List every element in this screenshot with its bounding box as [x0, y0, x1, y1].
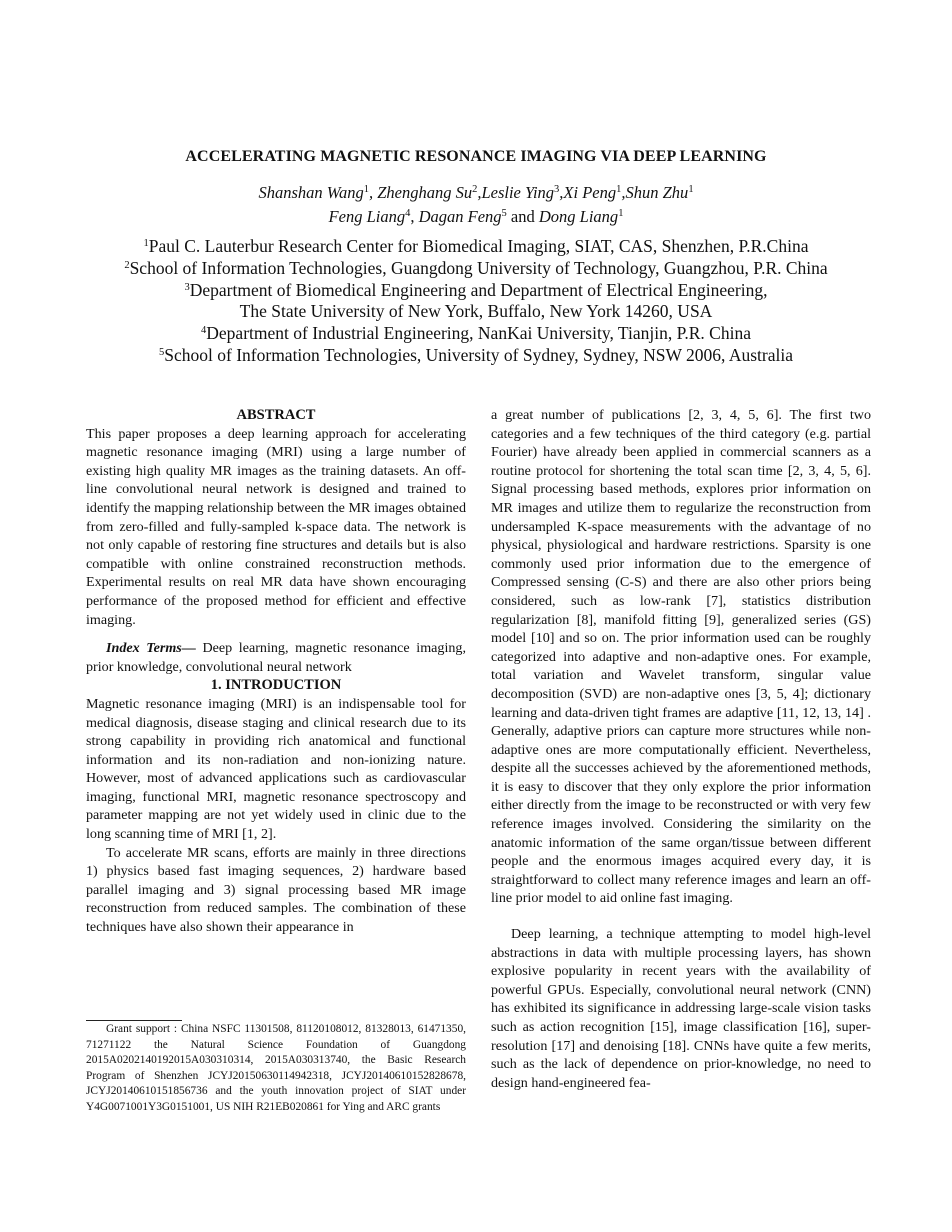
affiliation-line	[0, 345, 952, 367]
author-sep: and	[506, 207, 539, 226]
author-sep: ,	[410, 207, 419, 226]
author-name: Shun Zhu	[625, 183, 689, 202]
affiliation-text: School of Information Technologies, Guangdong University of Technology, Guangzhou, P.R. China	[129, 257, 828, 278]
affiliation-line	[0, 280, 952, 302]
intro-paragraph-1: Magnetic resonance imaging (MRI) is an indispensable tool for medical diagnosis, disease staging and clinical research due to its strong capability in providing rich anatomical and functional information and its non-radiation and non-ionizing nature. However, most of advanced applications such as cardiovascular imaging, functional MRI, magnetic resonance spectroscopy and parameter mapping are not yet widely used in clinic due to the long scanning time of MRI [1, 2].	[86, 695, 466, 843]
author-name: Zhenghang Su	[377, 183, 473, 202]
author-name: Dong Liang	[538, 207, 619, 226]
affiliation-text: Department of Industrial Engineering, NanKai University, Tianjin, P.R. China	[206, 323, 751, 344]
affiliation-sup: 4	[201, 325, 207, 337]
intro-paragraph-2: To accelerate MR scans, efforts are mainly in three directions 1) physics based fast imaging sequences, 2) hardware based parallel imaging and 3) signal processing based MR image reconstruction from reduced samples. The combination of these techniques have also shown their appearance in	[86, 844, 466, 936]
author-name: Shanshan Wang	[258, 183, 364, 202]
author-sup: 2	[472, 184, 478, 195]
author-sup: 5	[501, 208, 507, 219]
author-sep: ,	[621, 183, 626, 202]
index-terms-label: Index Terms—	[106, 640, 196, 657]
affiliation-text: School of Information Technologies, University of Sydney, Sydney, NSW 2006, Australia	[164, 344, 793, 365]
right-column	[491, 406, 871, 1092]
author-line-2	[0, 205, 952, 229]
author-sup: 4	[405, 208, 411, 219]
author-sep: ,	[368, 183, 378, 202]
author-sup: 1	[618, 208, 624, 219]
author-sep: ,	[559, 183, 564, 202]
paper-title: ACCELERATING MAGNETIC RESONANCE IMAGING VIA DEEP LEARNING	[185, 148, 767, 165]
affiliation-text: The State University of New York, Buffalo, New York 14260, USA	[239, 301, 713, 322]
affiliation-sup: 1	[143, 238, 149, 249]
affiliation-line	[0, 258, 952, 280]
intro-paragraph-3: Deep learning, a technique attempting to model high-level abstractions in data with multiple processing layers, has shown explosive popularity in recent years with the availability of powerful GPUs. Especially, convolutional neural network (CNN) has exhibited its significance in addressing large-scale vision tasks such as action recognition [15], image classification [16], super-resolution [17] and denoising [18]. CNNs have quite a few merits, such as the lack of dependence on prior-knowledge, no need to design hand-engineered fea-	[491, 926, 871, 1091]
footnote-grant: Grant support : China NSFC 11301508, 81120108012, 81328013, 61471350, 71271122 the Natural Science Foundation of Guangdong 2015A0202140192015A030310314, 2015A030313740, the Basic Research Program of Shenzhen JCYJ20150630114942318, JCYJ20140610152828678, JCYJ20140610151856736 and the youth innovation project of SIAT under Y4G0071001Y3G0151001, US NIH R21EB020861 for Ying and ARC grants	[86, 1023, 466, 1113]
author-name: Feng Liang	[328, 207, 406, 226]
author-sup: 1	[688, 184, 694, 195]
author-sup: 1	[616, 184, 622, 195]
affiliation-text: Paul C. Lauterbur Research Center for Biomedical Imaging, SIAT, CAS, Shenzhen, P.R.China	[148, 236, 809, 256]
section-heading-introduction: 1. INTRODUCTION	[210, 677, 342, 694]
author-sep: ,	[477, 183, 482, 202]
index-terms-text: Deep learning, magnetic resonance imaging, prior knowledge, convolutional neural network	[86, 640, 466, 675]
author-sup: 1	[363, 184, 369, 195]
author-name: Leslie Ying	[481, 183, 555, 202]
affiliation-text: Department of Biomedical Engineering and Department of Electrical Engineering,	[189, 279, 768, 300]
intro-paragraph-2-continued: a great number of publications [2, 3, 4, 5, 6]. The first two categories and a few techniques of the third category (e.g. partial Fourier) have already been applied in commercial scanners as a routine protocol for shortening the total scan time [2, 3, 4, 5, 6]. Signal processing based methods, explores prior information on MR images and utilize them to regularize the reconstruction from undersampled K-space measurements with the advantage of no physical, physiological and hardware restrictions. Sparsity is one commonly used prior information due to the emergence of Compressed sensing (C-S) and there are also other priors being considered, such as low-rank [7], statistics distribution regularization [8], manifold fitting [9], generalized series (GS) model [10] and so on. The prior information used can be roughly categorized into adaptive and non-adaptive ones. For example, total variation and Wavelet transform, singular value decomposition (SVD) are non-adaptive ones [3, 5, 4]; dictionary learning and data-driven tight frames are adaptive [11, 12, 13, 14] . Generally, adaptive priors can capture more structures while non-adaptive ones are more computationally efficient. Nevertheless, despite all the successes achieved by the aforementioned methods, it is easy to discover that they only explore the prior information either directly from the image to be reconstructed or with very few reference images involved. Considering the similarity on the anatomic information of the same organ/tissue between different people and the enormous images acquired every day, it is straightforward to collect many reference images and learn an off-line prior model to aid online fast imaging.	[491, 407, 871, 907]
abstract-text: This paper proposes a deep learning approach for accelerating magnetic resonance imaging (MRI) using a large number of existing high quality MR images as the training datasets. An off-line convolutional neural network is designed and trained to identify the mapping relationship between the MR images obtained from zero-filled and fully-sampled k-space data. The network is not only capable of restoring fine structures and details but is also compatible with online constrained reconstruction methods. Experimental results on real MR data have shown encouraging performance of the proposed method for efficient and effective imaging.	[86, 425, 466, 628]
affiliation-line	[0, 323, 952, 345]
author-name: Dagan Feng	[418, 207, 502, 226]
affiliation-line	[0, 301, 952, 323]
footnote-rule	[86, 1020, 182, 1021]
left-column	[86, 406, 466, 937]
affiliation-line	[0, 236, 952, 258]
affiliation-list	[0, 236, 952, 367]
index-terms	[86, 639, 466, 676]
affiliation-sup: 5	[159, 346, 165, 358]
author-line-1	[0, 181, 952, 205]
abstract-heading: ABSTRACT	[236, 407, 316, 423]
affiliation-sup: 2	[124, 259, 130, 271]
author-list	[0, 181, 952, 229]
author-name: Xi Peng	[563, 183, 617, 202]
author-sup: 3	[554, 184, 560, 195]
affiliation-sup: 3	[184, 281, 190, 293]
